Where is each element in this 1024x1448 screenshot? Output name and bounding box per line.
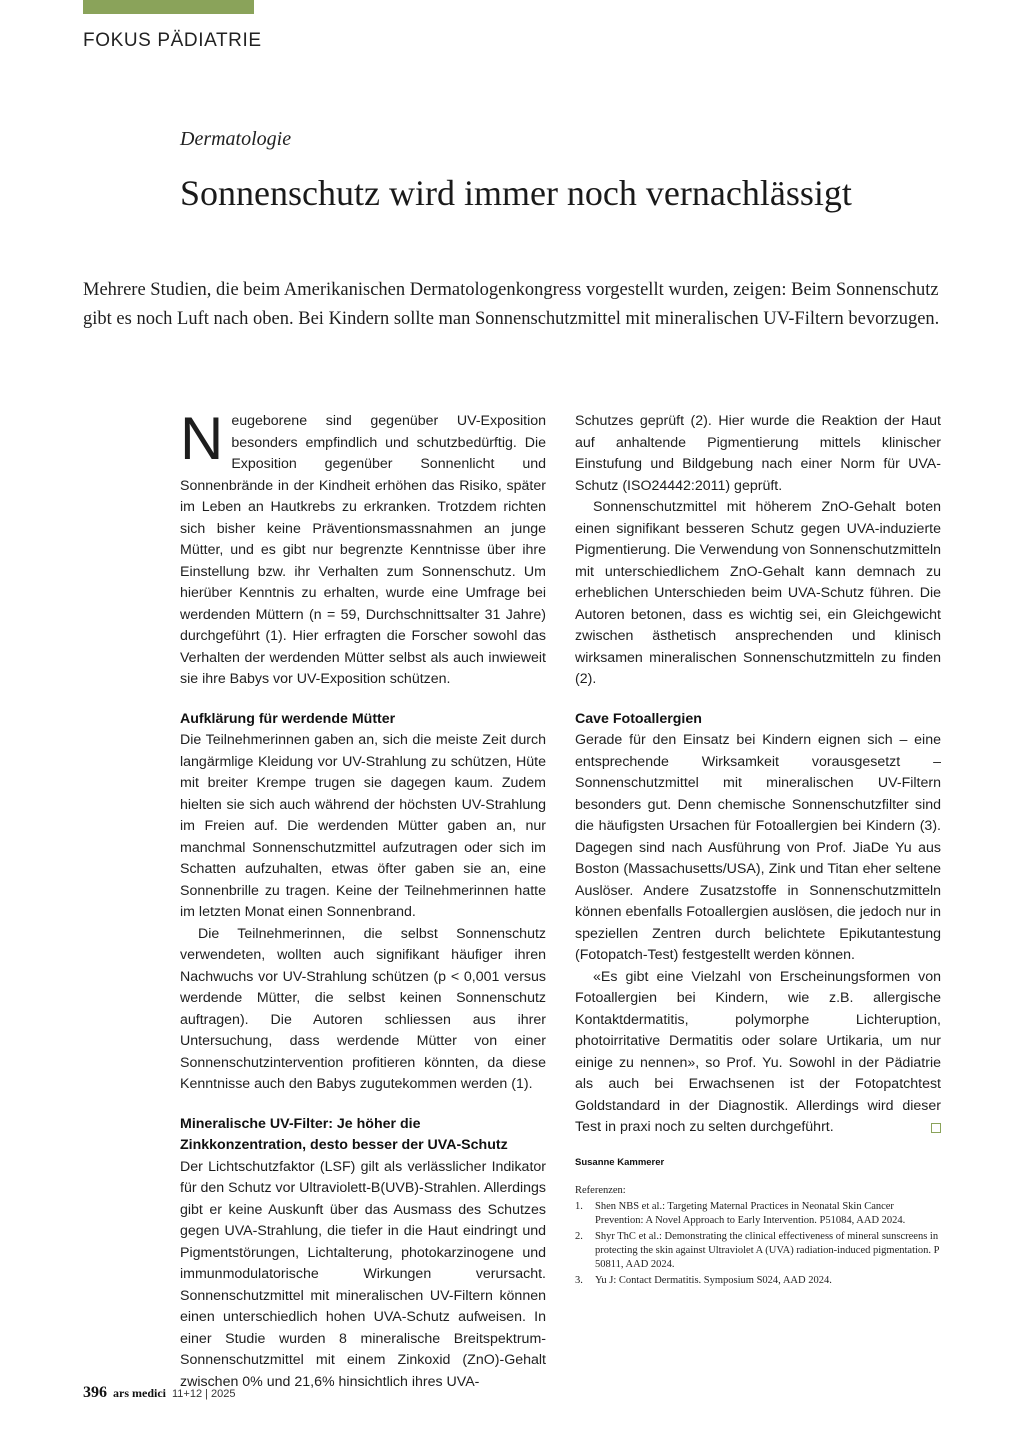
intro-text: eugeborene sind gegenüber UV-Exposition besonders empfindlich und schutzbedürftig. Die Exposition gegenüber Sonnenlicht und Sonnenbrände in der Kindheit erhöhen das Risiko, später im Leben an Hautkrebs zu erkranken. Trotzdem richten sich bisher keine Präventionsmassnahmen an junge Mütter, und es gibt nur begrenzte Kenntnisse über ihre Einstellung bzw. ihr Verhalten zum Sonnenschutz. Um hierüber Kenntnis zu erhalten, wurde eine Umfrage bei werdenden Müttern (n = 59, Durchschnittsalter 31 Jahre) durchgeführt (1). Hier erfragten die Forscher sowohl das Verhalten der werdenden Mütter selbst als auch inwieweit sie ihre Babys vor UV-Exposition schützen. [180,413,546,687]
article-lead: Mehrere Studien, die beim Amerikanischen Dermatologenkongress vorgestellt wurden, zeigen: Beim Sonnenschutz gibt es noch Luft nach oben. Bei Kindern sollte man Sonnenschutzmittel mit mineralischen UV-Filtern bevorzugen. [83,280,940,329]
reference-text: Shyr ThC et al.: Demonstrating the clinical effectiveness of mineral sunscreens in protecting the skin against Ultraviolet A (UVA) radiation-induced pigmentation. P 50811, AAD 2024. [595,1230,940,1270]
section-heading-fotoallergien: Cave Fotoallergien [575,710,702,727]
reference-item [575,1230,941,1272]
section1-paragraph-2: Die Teilnehmerinnen, die selbst Sonnenschutz verwendeten, wollten auch signifikant häufiger ihren Nachwuchs vor UV-Strahlung schützen (p < 0,001 versus werdende Mütter, die selbst keinen Sonnenschutz auftragen). Die Autoren schliessen aus ihrer Untersuchung, dass werdende Mütter von einer Sonnenschutzintervention profitieren könnten, da diese Kenntnisse auch den Babys zugutekommen werden (1). [180,925,546,1092]
page-number: 396 [83,1384,107,1401]
section3-paragraph-2-text: «Es gibt eine Vielzahl von Erscheinungsformen von Fotoallergien bei Kindern, wie z.B. allergische Kontaktdermatitis, polymorphe Lichteruption, photoirritative Dermatitis oder solare Urtikaria, um nur einige zu nennen», so Prof. Yu. Sowohl in der Pädiatrie als auch bei Erwachsenen ist der Fotopatchtest Goldstandard in der Diagnostik. Allerdings wird dieser Test in praxi noch zu selten durchgeführt. [575,968,941,1135]
page-footer [83,1384,236,1402]
reference-text: Yu J: Contact Dermatitis. Symposium S024, AAD 2024. [595,1274,832,1286]
section1-paragraph-1: Die Teilnehmerinnen gaben an, sich die meiste Zeit durch langärmlige Kleidung vor UV-Strahlung zu schützen, Hüte mit breiter Krempe trugen sie dagegen kaum. Zudem hielten sie sich auch während der höchsten UV-Strahlung im Freien auf. Die werdenden Mütter gaben an, nur manchmal Sonnenschutzmittel aufzutragen oder sich im Schatten aufzuhalten, etwas öfter gaben sie an, eine Sonnenbrille zu tragen. Keine der Teilnehmerinnen hatte im letzten Monat einen Sonnenbrand. [180,732,546,920]
section-label: FOKUS PÄDIATRIE [83,30,262,51]
journal-name: ars medici [113,1386,166,1400]
issue-info: 11+12 | 2025 [172,1388,236,1400]
section2-paragraph-2: Sonnenschutzmittel mit höherem ZnO-Gehalt boten einen signifikant besseren Schutz gegen UVA-induzierte Pigmentierung. Die Verwendung von Sonnenschutzmitteln mit unterschiedlichem ZnO-Gehalt kann demnach zu erheblichen Unterschieden beim UVA-Schutz führen. Die Autoren betonen, dass es wichtig sei, ein Gleichgewicht zwischen ästhetisch ansprechenden und klinisch wirksamen mineralischen Sonnenschutzmitteln zu finden (2). [575,499,941,687]
section-accent-bar [83,0,254,14]
section3-paragraph-1: Gerade für den Einsatz bei Kindern eignen sich – eine entsprechende Wirksamkeit vorausgesetzt – Sonnenschutzmittel mit mineralischen UV-Filtern besonders gut. Denn chemische Sonnenschutzfilter sind die häufigsten Ursachen für Fotoallergien bei Kindern (3). Dagegen sind nach Ausführung von Prof. JiaDe Yu aus Boston (Massachusetts/USA), Zink und Titan eher seltene Auslöser. Andere Zusatzstoffe in Sonnenschutzmitteln können ebenfalls Fotoallergien auslösen, die jedoch nur in speziellen Zentren durch belichtete Epikutantestung (Fotopatch-Test) festgestellt werden können. [575,732,941,963]
reference-text: Shen NBS et al.: Targeting Maternal Practices in Neonatal Skin Cancer Prevention: A Novel Approach to Early Intervention. P51084, AAD 2024. [595,1200,906,1226]
drop-cap: N [180,405,224,472]
reference-number: 1. [575,1200,583,1212]
article-title: Sonnenschutz wird immer noch vernachlässigt [180,173,852,213]
reference-number: 3. [575,1274,583,1286]
section-heading-mineralische-filter: Mineralische UV-Filter: Je höher die Zinkkonzentration, desto besser der UVA-Schutz [180,1115,508,1153]
article-kicker: Dermatologie [180,128,292,150]
references [575,1184,941,1288]
intro-paragraph [180,405,546,691]
section2-paragraph-1: Der Lichtschutzfaktor (LSF) gilt als verlässlicher Indikator für den Schutz vor Ultraviolett-B(UVB)-Strahlen. Allerdings gibt er keine Auskunft über das Ausmass des Schutzes gegen UVA-Strahlung, die tiefer in die Haut eindringt und Pigmentstörungen, Lichtalterung, photokarzinogene und immunmodulatorische Wirkungen verursacht. Sonnenschutzmittel mit mineralischen UV-Filtern können einen unterschiedlich hohen UVA-Schutz aufweisen. In einer Studie wurden 8 mineralische Breitspektrum-Sonnenschutzmittel mit einem Zinkoxid (ZnO)-Gehalt zwischen 0% und 21,6% hinsichtlich ihres UVA- [180,1158,546,1390]
reference-number: 2. [575,1230,583,1242]
references-title: Referenzen: [575,1184,626,1196]
end-of-article-square-icon [931,1123,941,1133]
author-name: Susanne Kammerer [575,1156,665,1168]
section3-paragraph-2 [575,967,941,1139]
right-column [575,411,941,1288]
reference-item [575,1274,941,1288]
left-column [180,405,546,1393]
section-heading-aufklaerung: Aufklärung für werdende Mütter [180,710,396,727]
section2-paragraph-1-continued: Schutzes geprüft (2). Hier wurde die Reaktion der Haut auf anhaltende Pigmentierung mittels klinischer Einstufung und Bildgebung nach einer Norm für UVA-Schutz (ISO24442:2011) geprüft. [575,413,941,494]
reference-item [575,1200,941,1228]
